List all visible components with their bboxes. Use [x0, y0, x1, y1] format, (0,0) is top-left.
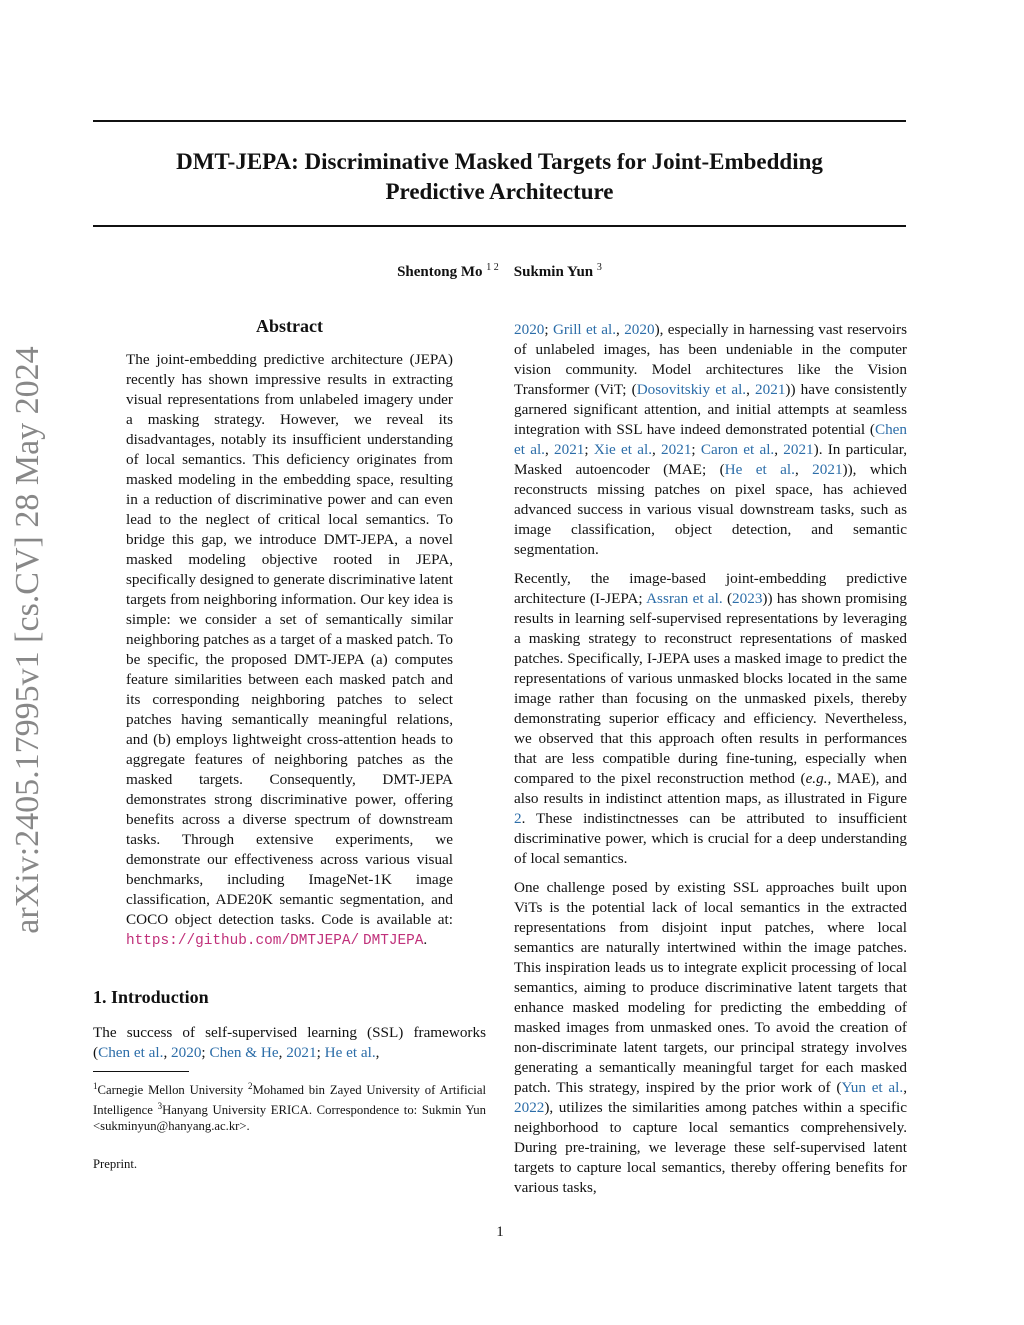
author-name: Sukmin Yun: [513, 264, 594, 280]
arxiv-identifier: arXiv:2405.17995v1 [cs.CV] 28 May 2024: [9, 346, 46, 934]
author-name: Shentong Mo: [397, 264, 483, 280]
footnote-rule: [93, 1071, 189, 1072]
citation-link[interactable]: Grill et al.: [552, 321, 617, 338]
body-text: Recently, the image-based joint-embedding predictive architecture (I-JEPA;: [514, 570, 907, 607]
footnote-aff2: Mohamed bin Zayed University of Artificial Intelligence: [93, 1083, 486, 1118]
code-link[interactable]: https://github.com/DMTJEPA/: [126, 933, 360, 949]
footnote-aff3: Hanyang University ERICA. Correspondence to: Sukmin Yun <sukminyun@hanyang.ac.kr>.: [93, 1103, 486, 1134]
sep: ,: [746, 381, 756, 398]
sep: ;: [584, 441, 594, 458]
sep: ,: [163, 1044, 172, 1061]
sep: ,: [652, 441, 662, 458]
author-list: [93, 262, 906, 281]
body-text: ). In particular, Masked autoencoder (MAE; (: [514, 441, 908, 478]
section-heading-introduction: 1. Introduction: [93, 987, 209, 1007]
sep: ,: [903, 1079, 907, 1096]
footnote: [93, 1078, 486, 1134]
body-text: MAE), and also results in indistinct attention maps, as illustrated in Figure: [514, 770, 907, 807]
title-line-2: Predictive Architecture: [385, 179, 614, 204]
citation-link[interactable]: Dosovitskiy et al.: [636, 381, 747, 398]
code-link-cont[interactable]: DMTJEPA: [362, 933, 424, 949]
citation-link[interactable]: 2021: [812, 461, 843, 478]
footnote-mark: 1: [93, 1081, 98, 1091]
citation-link[interactable]: Assran et al.: [646, 590, 723, 607]
sep: (: [722, 590, 733, 607]
intro-paragraph-cont: [514, 320, 907, 560]
citation-link[interactable]: 2023: [732, 590, 763, 607]
abstract-end: .: [423, 931, 428, 948]
abstract-heading: Abstract: [256, 316, 323, 336]
body-text: . These indistinctnesses can be attributed to insufficient discriminative power, which is crucial for a deep understanding of local semantics.: [514, 810, 907, 867]
abstract-body: [126, 350, 453, 951]
sep: ,: [794, 461, 813, 478]
body-text: One challenge posed by existing SSL approaches built upon ViTs is the potential lack of local semantics in the extracted representations from disjoint input patches, where local semantics are naturally intertwined within the image patches. This inspiration leads us to integrate explicit processing of local semantics, aiming to produce discriminative latent targets that enhance masked modeling for predicting the embedding of masked images from unmasked ones. To avoid the creation of non-discriminate latent targets, our principal strategy involves generating a semantically meaningful target for each masked patch. This strategy, inspired by the prior work of (: [514, 879, 907, 1096]
citation-link[interactable]: Xie et al.: [593, 441, 652, 458]
body-text: )) has shown promising results in learning self-supervised representations by leveraging a masking strategy to reconstruct representations of masked patches. Specifically, I-JEPA uses a masked image to predict the representations of various unmasked blocks located in the same image rather than focusing on the unmasked pixels, thereby demonstrating superior efficacy and efficiency. Nevertheless, we observed that this approach often results in performances that are less compatible during fine-tuning, especially when compared to the pixel reconstruction method (: [514, 590, 907, 787]
citation-link[interactable]: He et al.: [324, 1044, 376, 1061]
citation-link[interactable]: Chen et al.: [514, 421, 907, 458]
body-text-italic: e.g.,: [805, 770, 832, 787]
body-text: )), which reconstructs missing patches on pixel space, has achieved advanced success in various visual downstream tasks, such as image classification, object detection, and semantic segmentation.: [514, 461, 907, 558]
citation-link[interactable]: 2021: [661, 441, 692, 458]
citation-link[interactable]: 2021: [554, 441, 585, 458]
right-column: [514, 320, 907, 1207]
citation-link[interactable]: Caron et al.: [700, 441, 775, 458]
title-line-1: DMT-JEPA: Discriminative Masked Targets for Joint-Embedding: [176, 149, 823, 174]
sep: ;: [201, 1044, 210, 1061]
citation-link[interactable]: He et al.: [724, 461, 795, 478]
footnote-mark: 3: [157, 1101, 163, 1112]
citation-link[interactable]: Chen & He: [209, 1044, 279, 1061]
paper-title: [93, 147, 906, 207]
title-rule-bottom: [93, 225, 906, 227]
abstract-text: The joint-embedding predictive architecture (JEPA) recently has shown impressive results in extracting visual representations from unlabeled imagery under a masking strategy. However, we reveal its disadvantages, notably its insufficient understanding of local semantics. This deficiency originates from masked modeling in the embedding space, resulting in a reduction of discriminative power and can even lead to the neglect of critical local semantics. To bridge this gap, we introduce DMT-JEPA, a novel masked modeling objective rooted in JEPA, specifically designed to generate discriminative latent targets from neighboring information. Our key idea is simple: we consider a set of semantically similar neighboring patches as a target of a masked patch. To be specific, the proposed DMT-JEPA (a) computes feature similarities between each masked patch and its corresponding neighboring patches to select patches having semantically meaningful relations, and (b) employs lightweight cross-attention heads to aggregate features of neighboring patches as the masked targets. Consequently, DMT-JEPA demonstrates strong discriminative power, offering benefits across a diverse spectrum of downstream tasks. Through extensive experiments, we demonstrate our effectiveness across various visual benchmarks, including ImageNet-1K image classification, ADE20K semantic segmentation, and COCO object detection tasks. Code is available at:: [126, 351, 453, 928]
author-affiliation: 3: [596, 262, 602, 273]
body-text: )) have consistently garnered significant attention, and initial attempts at seamless integration with SSL have indeed demonstrated potential (: [514, 381, 908, 438]
citation-link[interactable]: Chen et al.: [98, 1044, 164, 1061]
citation-link[interactable]: Yun et al.: [841, 1079, 904, 1096]
sep: ,: [616, 321, 625, 338]
sep: ;: [316, 1044, 325, 1061]
sep: ,: [544, 441, 555, 458]
body-paragraph: [514, 569, 907, 869]
sep: ;: [544, 321, 553, 338]
citation-link[interactable]: 2021: [783, 441, 814, 458]
body-paragraph: [514, 878, 907, 1198]
left-column: [93, 316, 486, 1174]
sep: ;: [691, 441, 701, 458]
citation-link[interactable]: 2020: [624, 321, 655, 338]
figure-link[interactable]: 2: [514, 810, 522, 827]
body-text: ), utilizes the similarities among patches within a specific neighborhood to capture local semantics comprehensively. During pre-training, we leverage these self-supervised latent targets to capture local semantics, thereby offering benefits for various tasks,: [514, 1099, 907, 1196]
citation-link[interactable]: 2020: [171, 1044, 202, 1061]
intro-paragraph: [93, 1023, 486, 1063]
citation-link[interactable]: 2021: [755, 381, 786, 398]
citation-link[interactable]: 2021: [286, 1044, 317, 1061]
footnote-mark: 2: [248, 1081, 253, 1091]
sep: ,: [375, 1044, 380, 1061]
citation-link[interactable]: 2020: [514, 321, 545, 338]
preprint-note: Preprint.: [93, 1157, 138, 1172]
title-rule-top: [93, 120, 906, 122]
footnote-aff1: Carnegie Mellon University: [97, 1083, 249, 1098]
page-number: 1: [496, 1224, 504, 1240]
citation-link[interactable]: 2022: [514, 1099, 545, 1116]
author-affiliation: 1 2: [486, 262, 499, 273]
sep: ,: [278, 1044, 287, 1061]
sep: ,: [774, 441, 784, 458]
body-text: ), especially in harnessing vast reservoirs of unlabeled images, has been undeniable in the computer vision community. Model architectures like the Vision Transformer (ViT; (: [514, 321, 907, 398]
intro-text: The success of self-supervised learning (SSL) frameworks (: [93, 1024, 486, 1061]
